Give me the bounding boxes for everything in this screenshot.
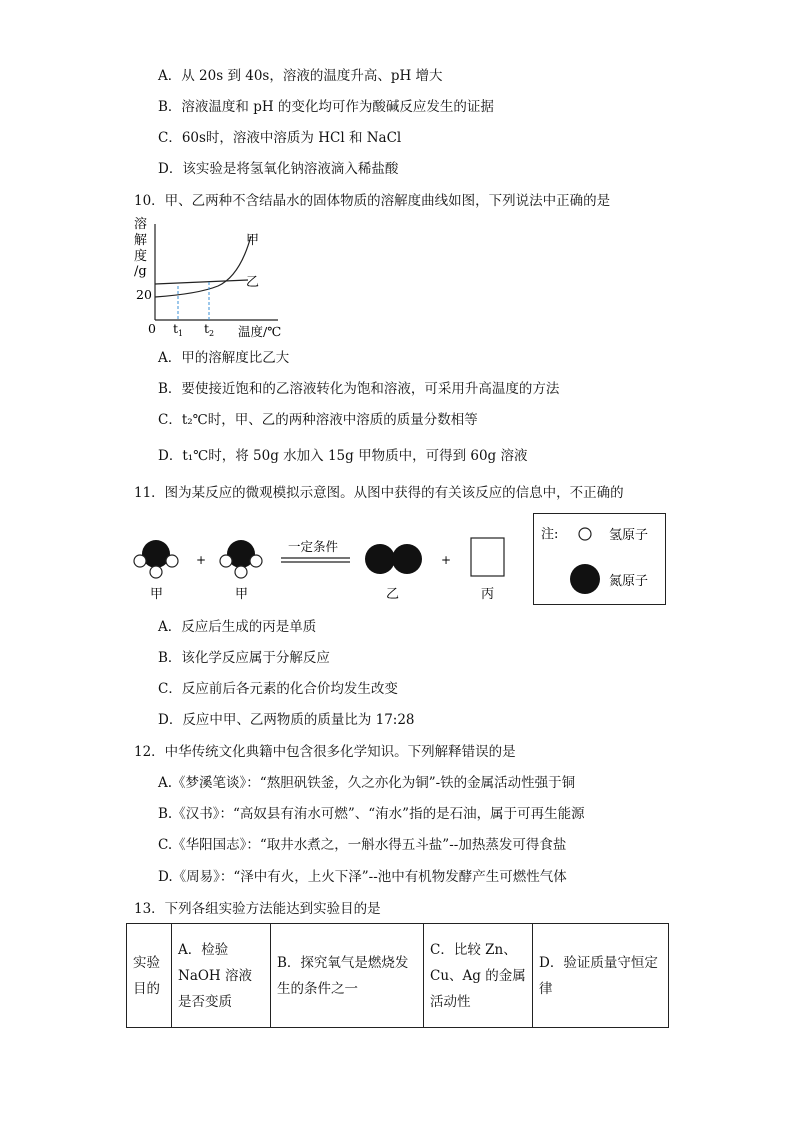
solubility-curve-graph xyxy=(128,214,298,342)
q9-option-d: D．该实验是将氢氧化钠溶液滴入稀盐酸 xyxy=(158,161,399,177)
nitrogen-atom-icon xyxy=(570,564,600,594)
q12-stem: 12．中华传统文化典籍中包含很多化学知识。下列解释错误的是 xyxy=(134,744,516,760)
graph-ylabel-3: 度 xyxy=(134,249,148,264)
graph-ylabel-4: /g xyxy=(134,264,147,279)
q10-option-b: B．要使接近饱和的乙溶液转化为饱和溶液，可采用升高温度的方法 xyxy=(158,381,560,397)
q10-option-c: C．t₂℃时，甲、乙的两种溶液中溶质的质量分数相等 xyxy=(158,412,478,428)
legend-nitrogen: 氮原子 xyxy=(609,574,649,589)
table-cell-b: B．探究氧气是燃烧发生的条件之一 xyxy=(271,924,424,1028)
curve-label-yi: 乙 xyxy=(246,275,260,290)
q13-stem: 13．下列各组实验方法能达到实验目的是 xyxy=(134,901,381,917)
molecule-ammonia-1 xyxy=(134,540,178,578)
product-label-1: 乙 xyxy=(386,587,400,602)
table-row xyxy=(127,924,669,1028)
table-cell-purpose: 实验目的 xyxy=(127,924,172,1028)
plus-sign-1: + xyxy=(196,553,207,567)
molecule-ammonia-2 xyxy=(220,540,262,578)
curve-jia xyxy=(155,236,251,297)
table-cell-d: D．验证质量守恒定律 xyxy=(533,924,669,1028)
q12-option-a: A.《梦溪笔谈》：“熬胆矾铁釜，久之亦化为铜”-铁的金属活动性强于铜 xyxy=(158,775,576,791)
graph-ytick-20: 20 xyxy=(136,287,152,302)
legend-box xyxy=(533,513,666,605)
q9-option-a: A．从 20s 到 40s，溶液的温度升高、pH 增大 xyxy=(158,68,443,84)
graph-origin: 0 xyxy=(148,321,156,336)
plus-sign-2: + xyxy=(441,553,452,567)
q9-option-c: C．60s时，溶液中溶质为 HCl 和 NaCl xyxy=(158,130,402,146)
reactant-label-1: 甲 xyxy=(150,587,164,602)
q12-option-d: D.《周易》：“泽中有火，上火下泽”--池中有机物发酵产生可燃性气体 xyxy=(158,869,567,885)
molecule-nitrogen xyxy=(365,544,422,574)
curve-label-jia: 甲 xyxy=(246,233,260,248)
curve-yi xyxy=(155,280,248,284)
graph-xtick-t1: $t_1$ xyxy=(173,321,184,338)
q10-option-a: A．甲的溶解度比乙大 xyxy=(158,350,290,366)
q13-table xyxy=(126,923,669,1028)
reaction-condition: 一定条件 xyxy=(288,539,339,554)
graph-ylabel-2: 解 xyxy=(134,233,148,248)
q11-option-a: A．反应后生成的丙是单质 xyxy=(158,619,317,635)
q10-stem: 10．甲、乙两种不含结晶水的固体物质的溶解度曲线如图，下列说法中正确的是 xyxy=(134,193,611,209)
q11-option-d: D．反应中甲、乙两物质的质量比为 17:28 xyxy=(158,712,415,728)
graph-xlabel: 温度/℃ xyxy=(238,324,282,339)
hydrogen-atom-icon xyxy=(579,528,591,540)
product-label-2: 丙 xyxy=(481,587,495,602)
reactant-label-2: 甲 xyxy=(235,587,249,602)
legend-hydrogen: 氢原子 xyxy=(609,528,649,543)
graph-xtick-t2: $t_2$ xyxy=(204,321,215,338)
q12-option-b: B.《汉书》：“高奴县有洧水可燃”、“洧水”指的是石油，属于可再生能源 xyxy=(158,806,585,822)
table-cell-a: A．检验 NaOH 溶液是否变质 xyxy=(172,924,271,1028)
q11-stem: 11．图为某反应的微观模拟示意图。从图中获得的有关该反应的信息中，不正确的 xyxy=(134,485,624,501)
graph-ylabel-1: 溶 xyxy=(134,217,148,232)
q12-option-c: C.《华阳国志》：“取井水煮之，一斛水得五斗盐”--加热蒸发可得食盐 xyxy=(158,837,567,853)
legend-title: 注: xyxy=(541,527,559,542)
q11-option-b: B．该化学反应属于分解反应 xyxy=(158,650,330,666)
table-cell-c: C．比较 Zn、Cu、Ag 的金属活动性 xyxy=(424,924,533,1028)
q9-option-b: B．溶液温度和 pH 的变化均可作为酸碱反应发生的证据 xyxy=(158,99,494,115)
reaction-diagram xyxy=(128,520,528,610)
q11-option-c: C．反应前后各元素的化合价均发生改变 xyxy=(158,681,398,697)
q10-option-d: D．t₁℃时，将 50g 水加入 15g 甲物质中，可得到 60g 溶液 xyxy=(158,448,528,464)
product-box-bing xyxy=(471,538,504,576)
